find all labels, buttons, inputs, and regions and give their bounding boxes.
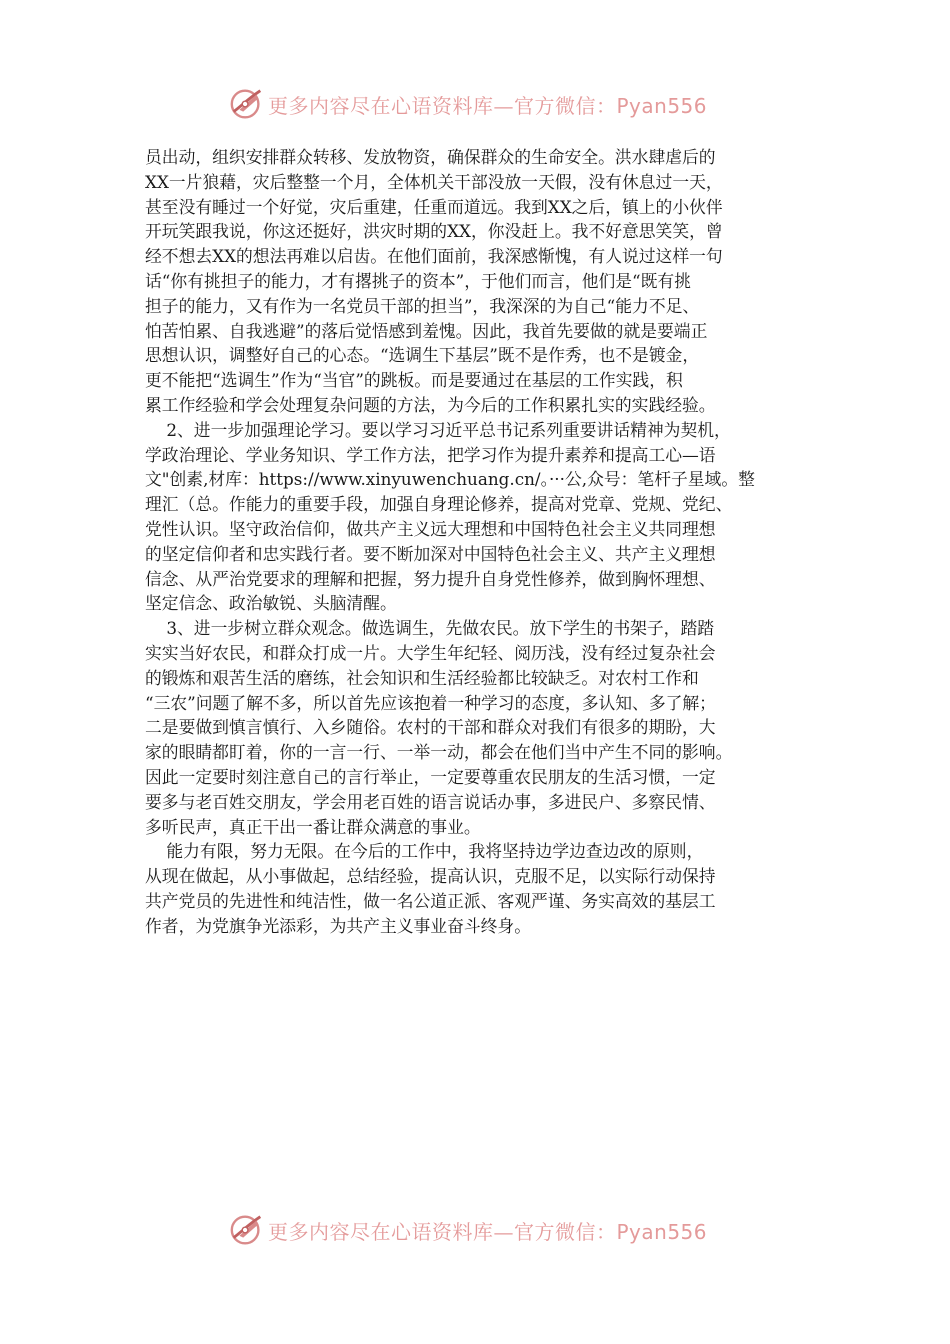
banner-text: 更多内容尽在心语资料库—官方微信：Pyan556: [268, 93, 708, 118]
pen-logo-icon: [228, 85, 266, 123]
paragraph-2: 2、进一步加强理论学习。要以学习习近平总书记系列重要讲话精神为契机， 学政治理论、学业务知识、学工作方法，把学习作为提升素养和提高工心—语 文"创素,材库：https://www.xinyuwenchuang.cn/。···公,众号：笔杆子星域。整 理汇（总。作能力的重要手段，加强自身理论修养，提高对党章、党规、党纪、 党性认识。坚守政治信仰，做共产主义远大理想和中国特色社会主义共同理想 的坚定信仰者和忠实践行者。要不断加深对中国特色社会主义、共产主义理想 信念、从严治党要求的理解和把握，努力提升自身党性修养，做到胸怀理想、 坚定信念、政治敏锐、头脑清醒。: [145, 419, 755, 614]
paragraph-3: 3、进一步树立群众观念。做选调生，先做农民。放下学生的书架子，踏踏 实实当好农民，和群众打成一片。大学生年纪轻、阅历浅，没有经过复杂社会 的锻炼和艰苦生活的磨练，社会知识和生活经验都比较缺乏。对农村工作和 “三农”问题了解不多，所以首先应该抱着一种学习的态度，多认知、多了解； 二是要做到慎言慎行、入乡随俗。农村的干部和群众对我们有很多的期盼，大 家的眼睛都盯着，你的一言一行、一举一动，都会在他们当中产生不同的影响。 因此一定要时刻注意自己的言行举止，一定要尊重农民朋友的生活习惯，一定 要多与老百姓交朋友，学会用老百姓的语言说话办事，多进民户、多察民情、 多听民声，真正干出一番让群众满意的事业。: [145, 618, 733, 837]
footer-banner: [228, 1210, 788, 1250]
paragraph-1: 员出动，组织安排群众转移、发放物资，确保群众的生命安全。洪水肆虐后的 XX一片狼藉，灾后整整一个月，全体机关干部没放一天假，没有休息过一天， 甚至没有睡过一个好觉，灾后重建，任重而道远。我到XX之后，镇上的小伙伴 开玩笑跟我说，你这还挺好，洪灾时期的XX，你没赶上。我不好意思笑笑，曾 经不想去XX的想法再难以启齿。在他们面前，我深感惭愧，有人说过这样一句 话“你有挑担子的能力，才有撂挑子的资本”，于他们而言，他们是“既有挑 担子的能力，又有作为一名党员干部的担当”，我深深的为自己“能力不足、 怕苦怕累、自我逃避”的落后觉悟感到羞愧。因此，我首先要做的就是要端正 思想认识，调整好自己的心态。“选调生下基层”既不是作秀，也不是镀金， 更不能把“选调生”作为“当官”的跳板。而是要通过在基层的工作实践，积 累工作经验和学会处理复杂问题的方法，为今后的工作积累扎实的实践经验。: [145, 147, 723, 415]
pen-logo-icon: [228, 1211, 266, 1249]
banner-text: 更多内容尽在心语资料库—官方微信：Pyan556: [268, 1219, 708, 1244]
paragraph-4: 能力有限，努力无限。在今后的工作中，我将坚持边学边查边改的原则， 从现在做起，从小事做起，总结经验，提高认识，克服不足，以实际行动保持 共产党员的先进性和纯洁性，做一名公道正派、客观严谨、务实高效的基层工 作者，为党旗争光添彩，为共产主义事业奋斗终身。: [145, 841, 716, 936]
document-body: [145, 145, 815, 939]
header-banner: [228, 84, 788, 124]
